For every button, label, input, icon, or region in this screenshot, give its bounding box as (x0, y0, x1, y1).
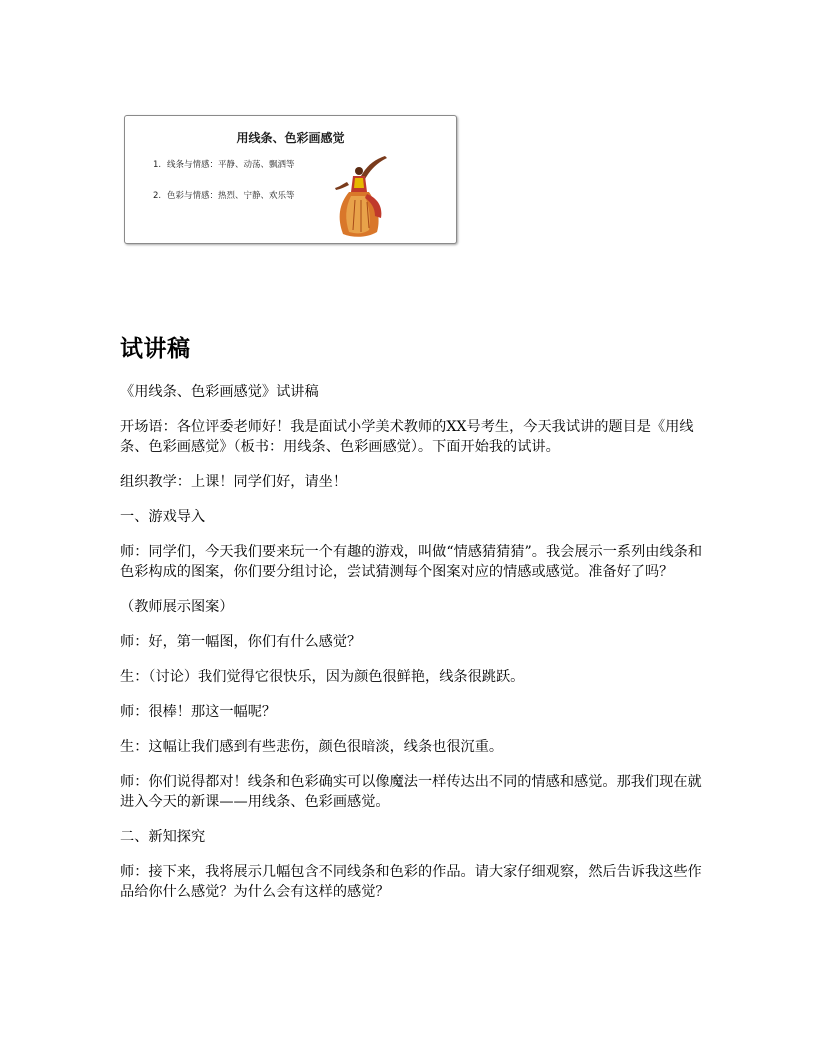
section-heading-new-knowledge: 二、新知探究 (120, 829, 206, 845)
paragraph-opening: 开场语：各位评委老师好！我是面试小学美术教师的XX号考生，今天我试讲的题目是《用线条、色彩画感觉》（板书：用线条、色彩画感觉）。下面开始我的试讲。 (120, 419, 694, 455)
page-heading: 试讲稿 (120, 336, 191, 362)
paragraph-game-rules: 师：同学们，今天我们要来玩一个有趣的游戏，叫做“情感猜猜猜”。我会展示一系列由线条和色彩构成的图案，你们要分组讨论，尝试猜测每个图案对应的情感或感觉。准备好了吗？ (120, 544, 703, 580)
slide-list-item (153, 158, 295, 170)
paragraph-title: 《用线条、色彩画感觉》试讲稿 (120, 384, 319, 400)
slide-item-text: 色彩与情感：热烈、宁静、欢乐等 (167, 191, 295, 201)
paragraph-teacher-question: 师：好，第一幅图，你们有什么感觉？ (120, 634, 362, 650)
paragraph-student-answer: 生：这幅让我们感到有些悲伤，颜色很暗淡，线条也很沉重。 (120, 739, 504, 755)
section-heading-game-intro: 一、游戏导入 (120, 509, 206, 525)
slide-list-item (153, 189, 295, 201)
slide-title: 用线条、色彩画感觉 (236, 131, 345, 145)
paragraph-teacher-next: 师：很棒！那这一幅呢？ (120, 704, 277, 720)
paragraph-teacher-summary: 师：你们说得都对！线条和色彩确实可以像魔法一样传达出不同的情感和感觉。那我们现在就进入今天的新课——用线条、色彩画感觉。 (120, 774, 702, 810)
document-body (120, 382, 708, 917)
paragraph-teacher-observe: 师：接下来，我将展示几幅包含不同线条和色彩的作品。请大家仔细观察，然后告诉我这些作品给你什么感觉？为什么会有这样的感觉？ (120, 864, 702, 900)
paragraph-student-answer: 生：（讨论）我们觉得它很快乐，因为颜色很鲜艳，线条很跳跃。 (120, 669, 525, 685)
slide-thumbnail (124, 115, 457, 244)
slide-item-number: 2. (153, 191, 162, 201)
paragraph-organize: 组织教学：上课！同学们好，请坐！ (120, 474, 348, 490)
paragraph-show-patterns: （教师展示图案） (120, 599, 234, 615)
slide-item-number: 1. (153, 160, 162, 170)
slide-item-text: 线条与情感：平静、动荡、飘洒等 (167, 160, 295, 170)
dancer-illustration-icon (333, 154, 403, 240)
